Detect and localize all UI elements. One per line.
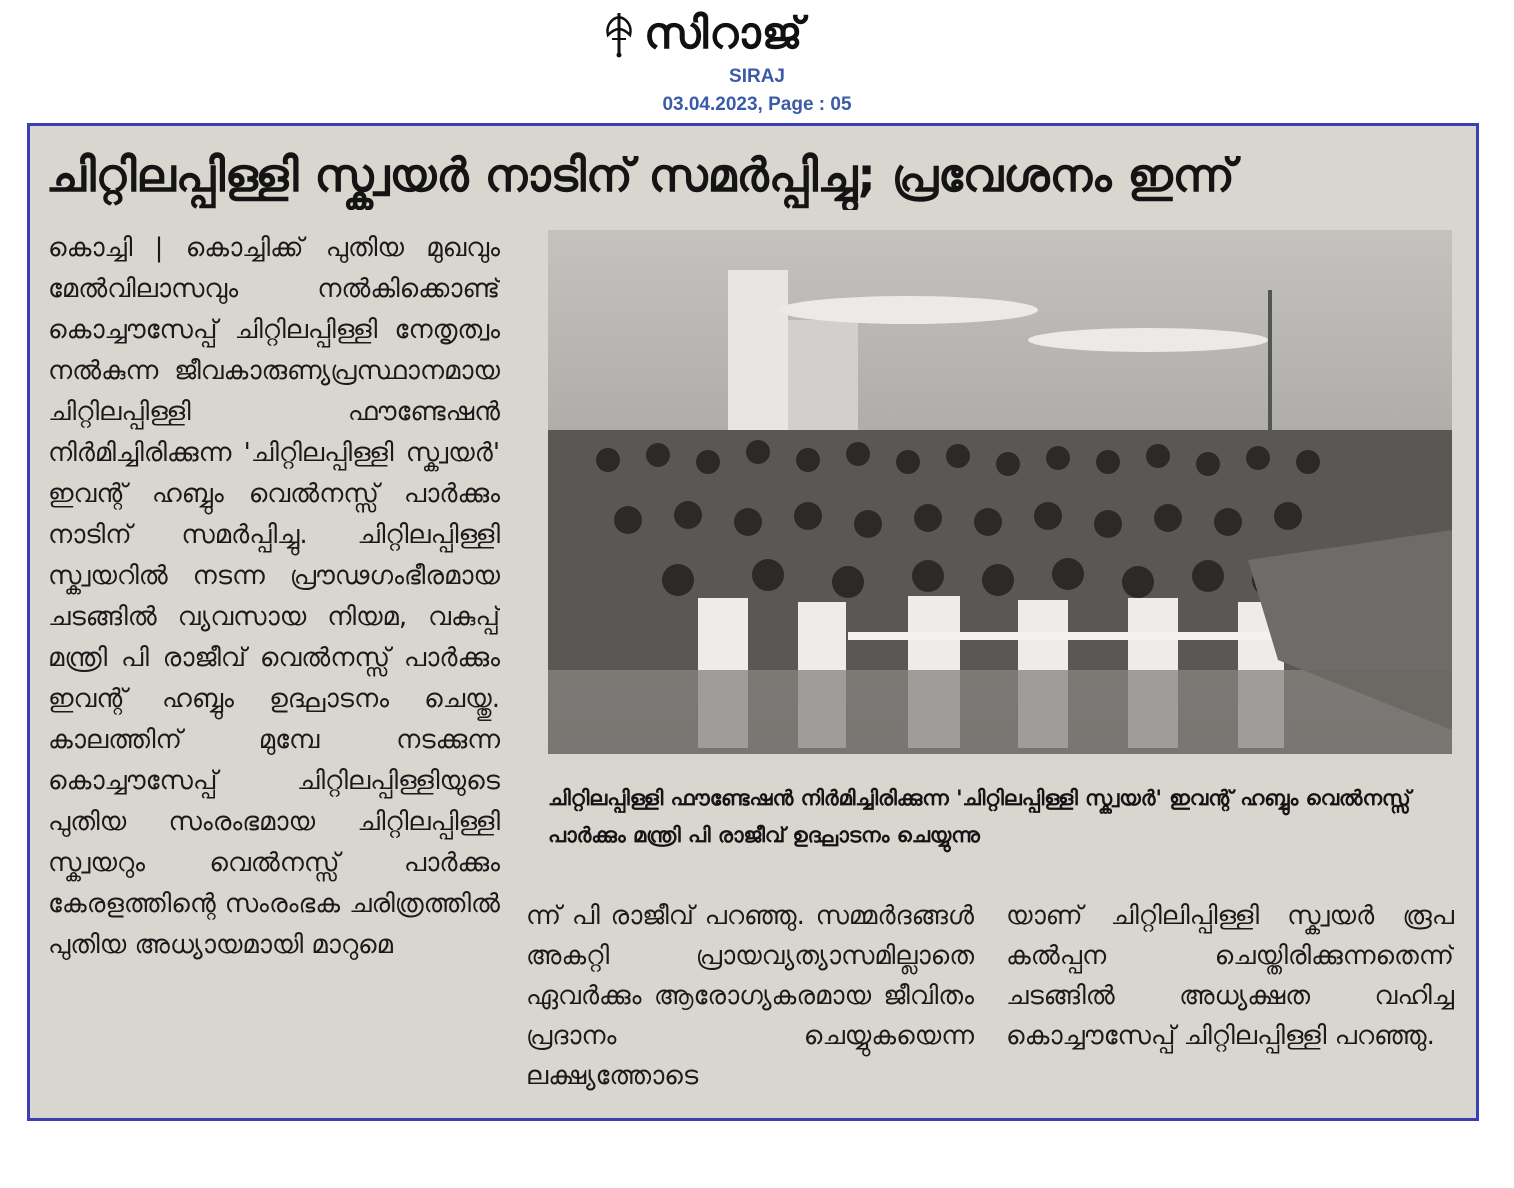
news-clipping [27,123,1479,1121]
event-photo [548,230,1452,754]
masthead [0,0,1514,120]
article-column-middle: ന്ന് പി രാജീവ് പറഞ്ഞു. സമ്മർദങ്ങൾ അകറ്റി പ്രായവ്യത്യാസമില്ലാതെ ഏവർക്കും ആരോഗ്യകരമായ ജീവിതം പ്രദാനം ചെയ്യുകയെന്ന ലക്ഷ്യത്തോടെ [526,901,974,1091]
article-column-left: കൊച്ചി | കൊച്ചിക്ക് പുതിയ മുഖവും മേൽവിലാസവും നൽകിക്കൊണ്ട് കൊച്ചൗസേപ്പ് ചിറ്റിലപ്പിള്ളി നേതൃത്വം നൽകുന്ന ജീവകാരുണ്യപ്രസ്ഥാനമായ ചിറ്റിലപ്പിള്ളി ഫൗണ്ടേഷൻ നിർമിച്ചിരിക്കുന്ന 'ചിറ്റിലപ്പിള്ളി സ്ക്വയർ' ഇവന്റ് ഹബ്ബും വെൽനസ്സ് പാർക്കും നാടിന് സമർപ്പിച്ചു. ചിറ്റിലപ്പിള്ളി സ്ക്വയറിൽ നടന്ന പ്രൗഢഗംഭീരമായ ചടങ്ങിൽ വ്യവസായ നിയമ, വകുപ്പ് മന്ത്രി പി രാജീവ് വെൽനസ്സ് പാർക്കും ഇവന്റ് ഹബ്ബും ഉദ്ഘാടനം ചെയ്തു. കാലത്തിന് മുമ്പേ നടക്കുന്ന കൊച്ചൗസേപ്പ് ചിറ്റിലപ്പിള്ളിയുടെ പുതിയ സംരംഭമായ ചിറ്റിലപ്പിള്ളി സ്ക്വയറും വെൽനസ്സ് പാർക്കും കേരളത്തിന്റെ സംരംഭക ചരിത്രത്തിൽ പുതിയ അധ്യായമായി മാറുമെ [48,233,500,960]
siraj-emblem-icon [600,9,638,59]
photo-caption: ചിറ്റിലപ്പിള്ളി ഫൗണ്ടേഷൻ നിർമിച്ചിരിക്കുന്ന 'ചിറ്റിലപ്പിള്ളി സ്ക്വയർ' ഇവന്റ് ഹബ്ബും വെൽനസ്സ് പാർക്കും മന്ത്രി പി രാജീവ് ഉദ്ഘാടനം ചെയ്യുന്നു [548,786,1411,847]
publication-name: SIRAJ [729,66,785,87]
article-headline: ചിറ്റിലപ്പിള്ളി സ്ക്വയർ നാടിന് സമർപ്പിച്ചു; പ്രവേശനം ഇന്ന് [46,148,1235,202]
siraj-logo [600,8,804,60]
publication-date-page: 03.04.2023, Page : 05 [662,94,852,115]
article-column-right: യാണ് ചിറ്റിലിപ്പിള്ളി സ്ക്വയർ രൂപ കൽപ്പന ചെയ്തിരിക്കുന്നതെന്ന് ചടങ്ങിൽ അധ്യക്ഷത വഹിച്ച കൊച്ചൗസേപ്പ് ചിറ്റിലപ്പിള്ളി പറഞ്ഞു. [1006,901,1454,1051]
logo-wordmark: സിറാജ് [644,8,804,59]
event-photo-image [548,230,1452,754]
